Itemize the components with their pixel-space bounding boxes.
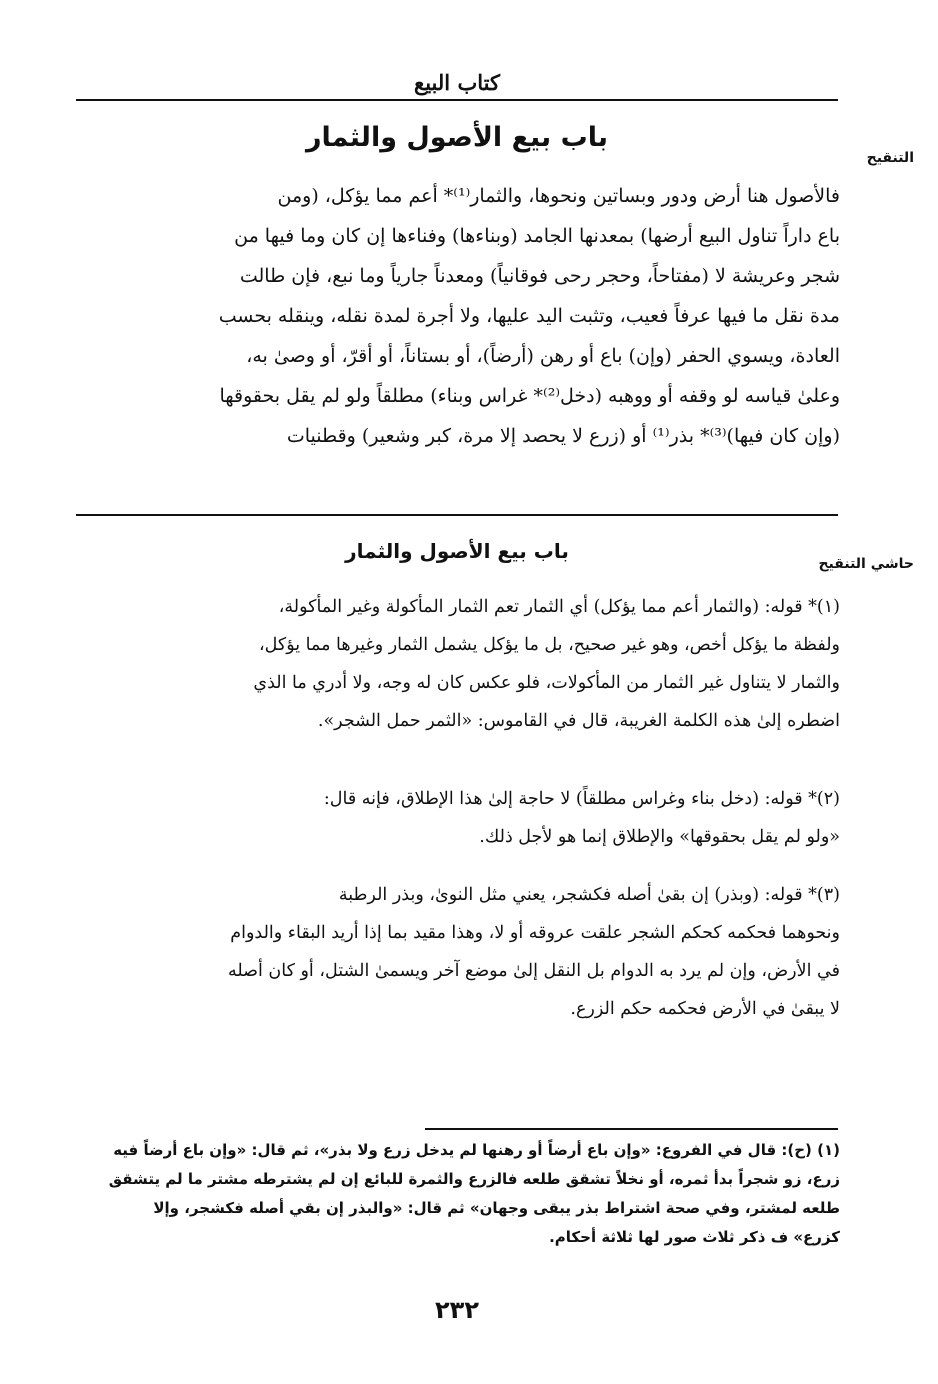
note-line: (١)* قوله: (والثمار أعم مما يؤكل) أي الثمار تعم الثمار المأكولة وغير المأكولة، (278, 597, 840, 617)
main-title: باب بيع الأصول والثمار (306, 122, 608, 153)
note-line: (٣)* قوله: (وبذر) إن بقىٰ أصله فكشجر، يعني مثل النوىٰ، وبذر الرطبة (338, 885, 840, 905)
note-3 (72, 876, 840, 1028)
footnote-line: (١) (ح): قال في الفروع: «وإن باع أرضاً أو رهنها لم يدخل زرع ولا بذر»، ثم قال: «وإن باع أرضاً فيه (113, 1141, 840, 1159)
section-divider (76, 514, 838, 516)
note-1 (72, 588, 840, 740)
notes-title: باب بيع الأصول والثمار (345, 539, 569, 563)
footnote (72, 1136, 840, 1252)
note-2 (72, 780, 840, 856)
note-line: اضطره إلىٰ هذه الكلمة الغريبة، قال في القاموس: «الثمر حمل الشجر». (317, 711, 840, 731)
note-line: والثمار لا يتناول غير الثمار من المأكولات، فلو عكس كان له وجه، ولا أدري ما الذي (253, 673, 840, 693)
footnote-line: زرع، زو شجراً بدأ ثمره، أو نخلاً تشقق طلعه فالزرع والثمرة للبائع إن لم يشترطه مشتر ما لم يتشقق (108, 1170, 840, 1188)
note-line: «ولو لم يقل بحقوقها» والإطلاق إنما هو لأجل ذلك. (479, 827, 840, 847)
main-line: شجر وعريشة لا (مفتاحاً، وحجر رحى فوقانياً) ومعدناً جارياً وما نبع، فإن طالت (239, 265, 840, 287)
main-line: وعلىٰ قياسه لو وقفه أو ووهبه (دخل⁽²⁾* غراس وبناء) مطلقاً ولو لم يقل بحقوقها (219, 385, 840, 407)
main-line: مدة نقل ما فيها عرفاً فعيب، وتثبت اليد عليها، ولا أجرة لمدة نقله، وينقله بحسب (218, 305, 840, 327)
running-header: كتاب البيع (414, 70, 500, 95)
main-line: باع داراً تناول البيع أرضها) بمعدنها الجامد (وبناءها) وفناءها إن كان وما فيها من (234, 225, 840, 247)
main-line: فالأصول هنا أرض ودور وبساتين ونحوها، والثمار⁽¹⁾* أعم مما يؤكل، (ومن (277, 185, 840, 207)
side-label-notes: حاشي التنقيح (818, 556, 914, 572)
note-line: (٢)* قوله: (دخل بناء وغراس مطلقاً) لا حاجة إلىٰ هذا الإطلاق، فإنه قال: (323, 789, 840, 809)
footnote-line: طلعه لمشتر، وفي صحة اشتراط بذر يبقى وجهان» ثم قال: «والبذر إن بقي أصله فكشجر، وإلا (153, 1199, 840, 1217)
footnote-rule (425, 1128, 838, 1130)
side-label-main: التنقيح (866, 150, 914, 166)
footnote-line: كزرع» ف ذكر ثلاث صور لها ثلاثة أحكام. (549, 1228, 840, 1246)
main-text (72, 176, 840, 456)
page-number: ٢٣٢ (435, 1296, 479, 1324)
main-line: (وإن كان فيها)⁽³⁾* بذر⁽¹⁾ أو (زرع لا يحصد إلا مرة، كبر وشعير) وقطنيات (286, 425, 840, 447)
header-rule (76, 99, 838, 101)
main-line: العادة، ويسوي الحفر (وإن) باع أو رهن (أرضاً)، أو بستاناً، أو أقرّ، أو وصىٰ به، (246, 345, 840, 367)
note-line: ولفظة ما يؤكل أخص، وهو غير صحيح، بل ما يؤكل يشمل الثمار وغيرها مما يؤكل، (258, 635, 840, 655)
note-line: لا يبقىٰ في الأرض فحكمه حكم الزرع. (570, 999, 840, 1019)
note-line: ونحوهما فحكمه كحكم الشجر علقت عروقه أو لا، وهذا مقيد بما إذا أريد البقاء والدوام (230, 923, 840, 943)
note-line: في الأرض، وإن لم يرد به الدوام بل النقل إلىٰ موضع آخر ويسمىٰ الشتل، أو كان أصله (227, 961, 840, 981)
